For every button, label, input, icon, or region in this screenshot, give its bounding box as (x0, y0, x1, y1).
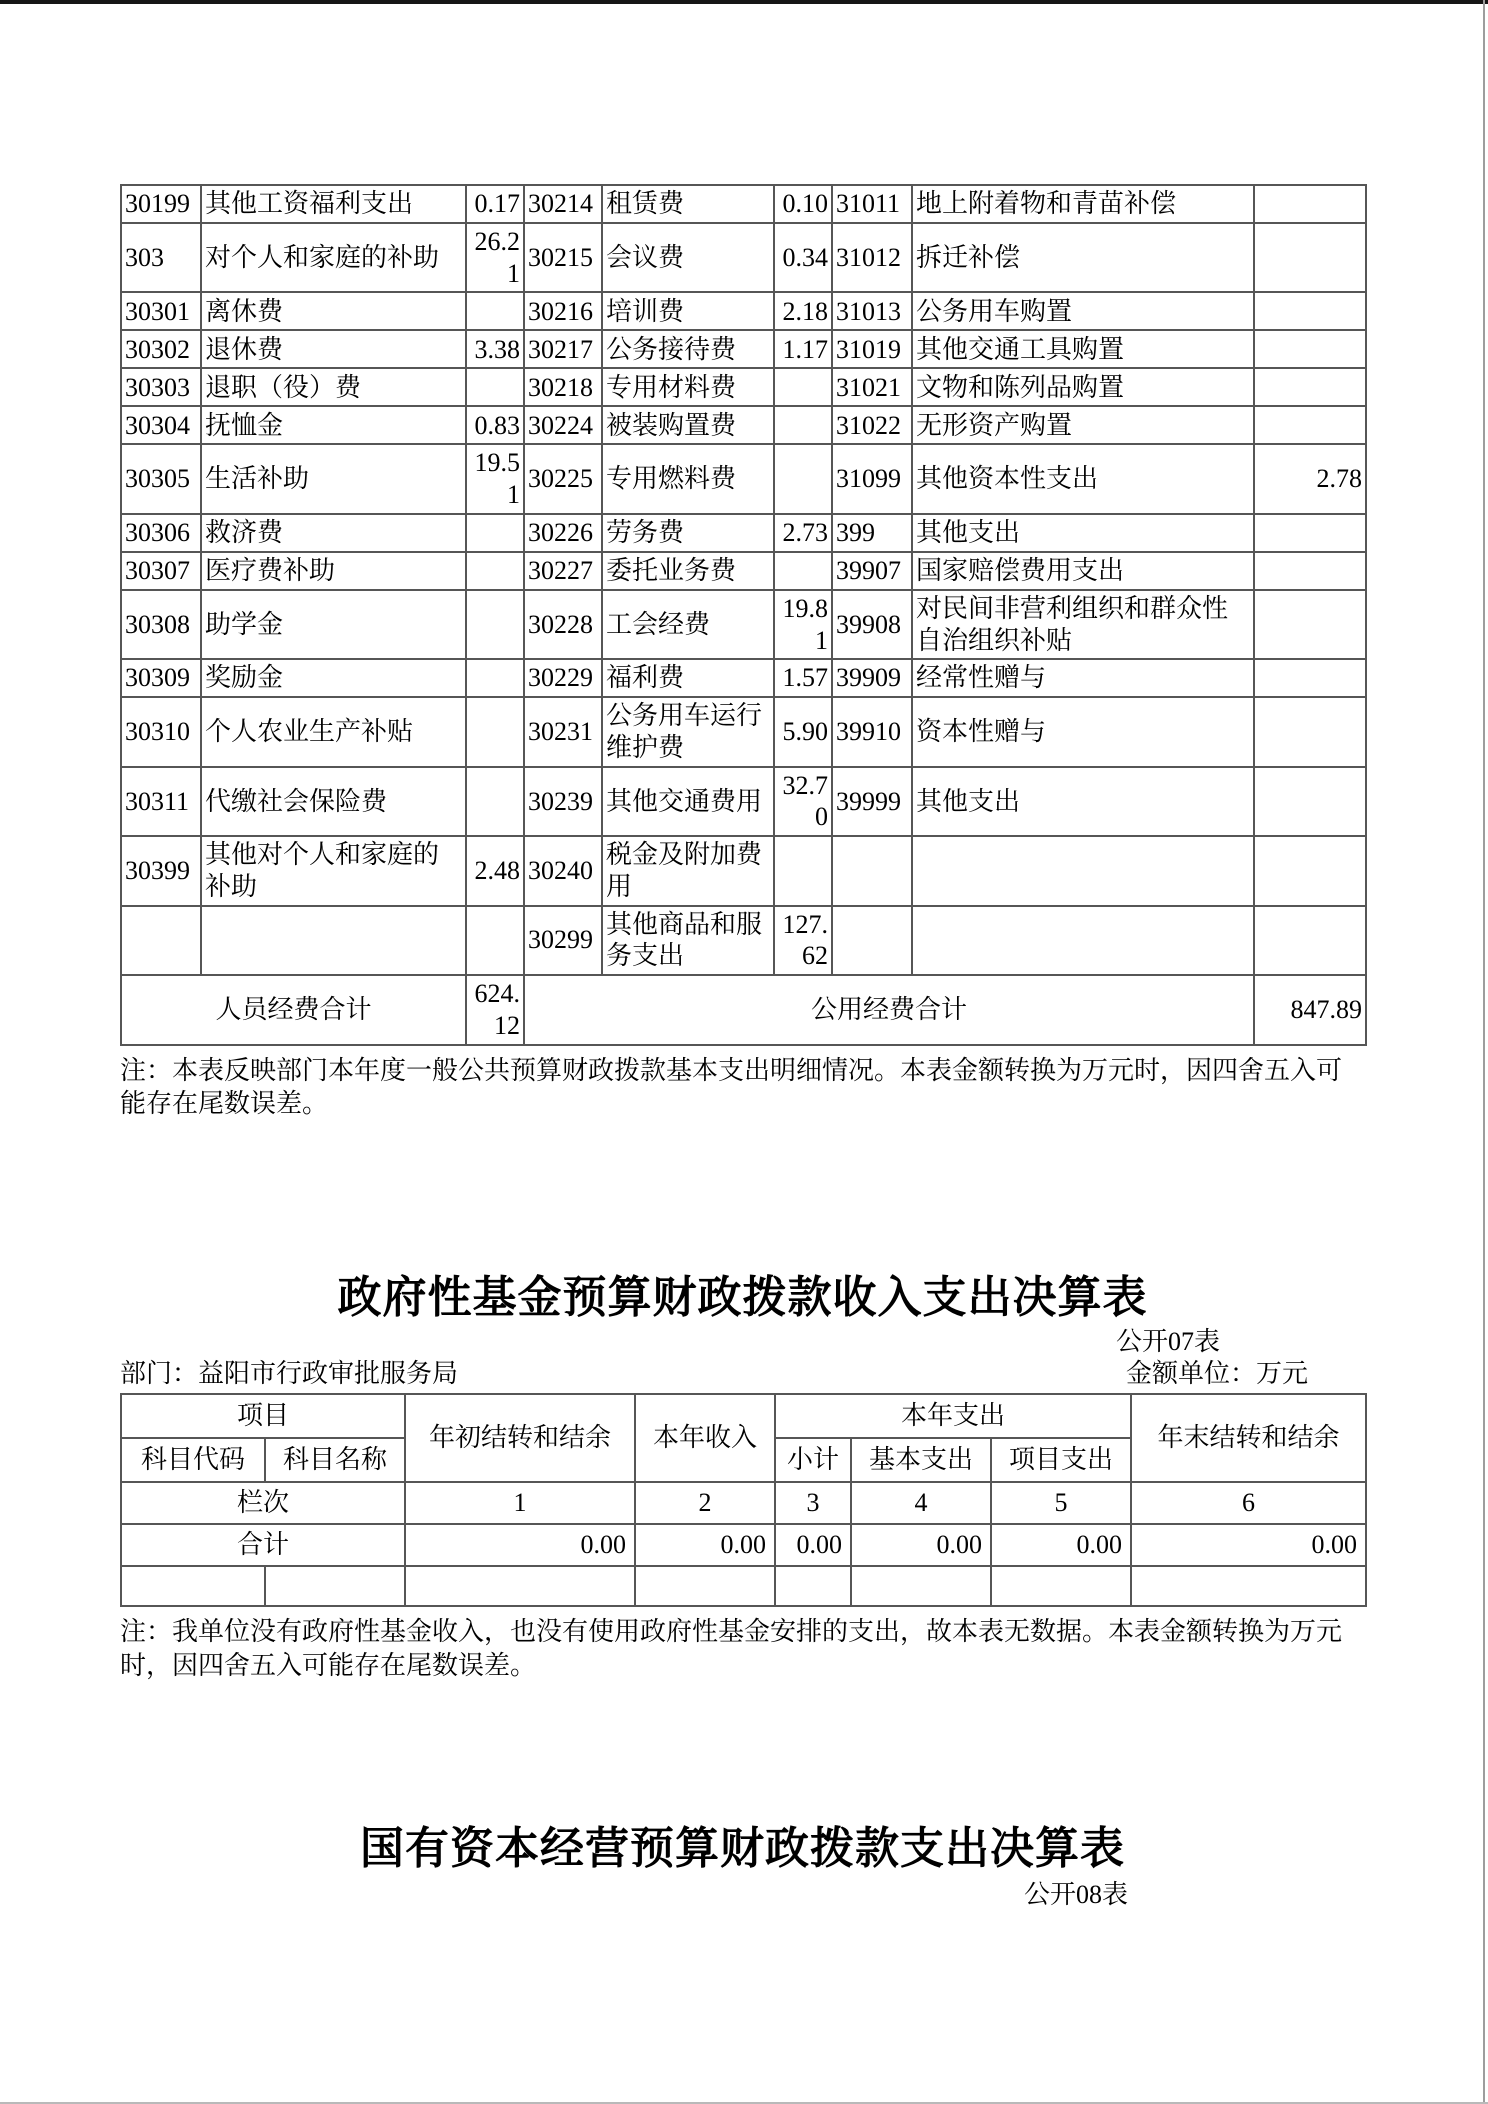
subject-name-cell (912, 906, 1254, 975)
amount-cell (466, 659, 524, 697)
subject-name-cell: 培训费 (602, 292, 774, 330)
column-index-cell: 6 (1131, 1482, 1366, 1524)
subject-name-cell: 抚恤金 (201, 406, 466, 444)
amount-cell (1254, 368, 1366, 406)
amount-cell (1254, 767, 1366, 836)
empty-cell (851, 1566, 991, 1606)
subject-code-cell: 30305 (121, 444, 201, 513)
table-row (121, 697, 1366, 766)
closing-balance-header-cell: 年末结转和结余 (1131, 1394, 1366, 1482)
item-header-cell: 项目 (121, 1394, 405, 1438)
amount-cell: 0.00 (1131, 1524, 1366, 1566)
subject-name-cell: 其他资本性支出 (912, 444, 1254, 513)
table-row (121, 659, 1366, 697)
public-total-value: 847.89 (1254, 975, 1366, 1044)
subject-name-cell: 委托业务费 (602, 552, 774, 590)
subject-code-cell: 39908 (832, 590, 912, 659)
table-row (121, 767, 1366, 836)
subject-name-cell: 国家赔偿费用支出 (912, 552, 1254, 590)
subject-name-cell: 对民间非营利组织和群众性自治组织补贴 (912, 590, 1254, 659)
amount-cell (466, 697, 524, 766)
amount-cell (1254, 406, 1366, 444)
amount-cell (466, 767, 524, 836)
subject-code-cell: 303 (121, 223, 201, 292)
amount-cell (774, 444, 832, 513)
amount-cell: 2.78 (1254, 444, 1366, 513)
empty-cell (121, 1566, 265, 1606)
subject-code-cell: 31012 (832, 223, 912, 292)
subject-code-cell: 399 (832, 514, 912, 552)
current-income-header-cell: 本年收入 (635, 1394, 775, 1482)
subject-code-cell: 30218 (524, 368, 602, 406)
amount-cell (1254, 659, 1366, 697)
subject-code-cell: 30302 (121, 330, 201, 368)
amount-cell (1254, 514, 1366, 552)
subject-name-cell: 文物和陈列品购置 (912, 368, 1254, 406)
amount-cell (466, 368, 524, 406)
empty-cell (265, 1566, 405, 1606)
amount-cell: 0.00 (775, 1524, 851, 1566)
amount-cell (466, 906, 524, 975)
table-row (121, 444, 1366, 513)
subject-name-header-cell: 科目名称 (265, 1438, 405, 1482)
subject-code-cell: 30311 (121, 767, 201, 836)
subject-code-cell: 30225 (524, 444, 602, 513)
subject-name-cell: 被装购置费 (602, 406, 774, 444)
amount-cell: 19.81 (774, 590, 832, 659)
sheet-label-08: 公开08表 (1023, 1880, 1128, 1910)
column-index-cell: 2 (635, 1482, 775, 1524)
table-row (121, 292, 1366, 330)
subject-name-cell: 助学金 (201, 590, 466, 659)
amount-cell: 0.00 (405, 1524, 635, 1566)
amount-cell (1254, 697, 1366, 766)
header-row (121, 1394, 1366, 1438)
subject-name-cell: 地上附着物和青苗补偿 (912, 185, 1254, 223)
amount-cell: 127.62 (774, 906, 832, 975)
subject-code-cell: 30303 (121, 368, 201, 406)
subject-name-cell: 专用燃料费 (602, 444, 774, 513)
subject-code-cell: 39909 (832, 659, 912, 697)
amount-cell (1254, 185, 1366, 223)
amount-cell: 2.48 (466, 836, 524, 905)
subject-code-cell: 31022 (832, 406, 912, 444)
amount-cell: 0.17 (466, 185, 524, 223)
table-row (121, 368, 1366, 406)
subject-name-cell: 公务用车运行维护费 (602, 697, 774, 766)
subject-name-cell: 其他交通费用 (602, 767, 774, 836)
subject-code-cell: 30399 (121, 836, 201, 905)
amount-cell: 2.18 (774, 292, 832, 330)
opening-balance-header-cell: 年初结转和结余 (405, 1394, 635, 1482)
subject-code-cell: 30214 (524, 185, 602, 223)
column-index-cell: 4 (851, 1482, 991, 1524)
subject-name-cell: 劳务费 (602, 514, 774, 552)
basic-expenditure-detail-table (120, 184, 1367, 1046)
empty-cell (405, 1566, 635, 1606)
table-row (121, 906, 1366, 975)
subject-code-cell: 30310 (121, 697, 201, 766)
subject-name-cell: 会议费 (602, 223, 774, 292)
subject-code-cell: 30309 (121, 659, 201, 697)
subject-code-cell: 30227 (524, 552, 602, 590)
subject-code-cell: 30224 (524, 406, 602, 444)
amount-cell (1254, 223, 1366, 292)
amount-cell (774, 552, 832, 590)
subject-name-cell: 其他商品和服务支出 (602, 906, 774, 975)
subject-name-cell: 公务用车购置 (912, 292, 1254, 330)
subject-code-cell (832, 836, 912, 905)
subtotal-header-cell: 小计 (775, 1438, 851, 1482)
subject-name-cell: 退休费 (201, 330, 466, 368)
amount-cell: 32.70 (774, 767, 832, 836)
state-capital-table-title: 国有资本经营预算财政拨款支出决算表 (360, 1824, 1125, 1874)
subject-name-cell: 医疗费补助 (201, 552, 466, 590)
subject-code-cell: 30304 (121, 406, 201, 444)
amount-cell (774, 368, 832, 406)
subject-name-cell (201, 906, 466, 975)
empty-cell (775, 1566, 851, 1606)
subject-code-cell: 30216 (524, 292, 602, 330)
subject-code-cell: 30231 (524, 697, 602, 766)
subject-code-cell (121, 906, 201, 975)
gov-fund-table-title: 政府性基金预算财政拨款收入支出决算表 (337, 1273, 1148, 1323)
table-row (121, 406, 1366, 444)
amount-cell (1254, 292, 1366, 330)
subject-name-cell: 救济费 (201, 514, 466, 552)
subject-name-cell: 退职（役）费 (201, 368, 466, 406)
amount-cell (774, 406, 832, 444)
amount-cell: 0.34 (774, 223, 832, 292)
table-row (121, 223, 1366, 292)
empty-row (121, 1566, 1366, 1606)
subject-name-cell: 其他对个人和家庭的补助 (201, 836, 466, 905)
grand-total-label: 合计 (121, 1524, 405, 1566)
subject-code-cell (832, 906, 912, 975)
subject-name-cell: 其他支出 (912, 767, 1254, 836)
amount-cell: 0.00 (991, 1524, 1131, 1566)
table-row (121, 836, 1366, 905)
subject-code-cell: 31021 (832, 368, 912, 406)
table-row (121, 552, 1366, 590)
column-index-cell: 5 (991, 1482, 1131, 1524)
amount-cell (1254, 330, 1366, 368)
subject-code-cell: 30299 (524, 906, 602, 975)
subject-name-cell: 其他支出 (912, 514, 1254, 552)
amount-cell: 2.73 (774, 514, 832, 552)
subject-code-cell: 31099 (832, 444, 912, 513)
subject-code-cell: 30228 (524, 590, 602, 659)
amount-cell (1254, 906, 1366, 975)
subject-name-cell: 个人农业生产补贴 (201, 697, 466, 766)
table-row (121, 330, 1366, 368)
subject-name-cell: 奖励金 (201, 659, 466, 697)
subject-code-cell: 39907 (832, 552, 912, 590)
subject-name-cell: 公务接待费 (602, 330, 774, 368)
subject-code-cell: 30215 (524, 223, 602, 292)
empty-cell (1131, 1566, 1366, 1606)
subject-code-cell: 30229 (524, 659, 602, 697)
amount-cell (1254, 836, 1366, 905)
page-top-rule (0, 0, 1488, 4)
sheet-label-07: 公开07表 (1115, 1327, 1220, 1357)
table-row (121, 590, 1366, 659)
subject-name-cell (912, 836, 1254, 905)
grand-total-row (121, 1524, 1366, 1566)
amount-cell (466, 552, 524, 590)
subject-code-cell: 30226 (524, 514, 602, 552)
subject-code-cell: 31011 (832, 185, 912, 223)
subject-code-cell: 30307 (121, 552, 201, 590)
empty-cell (635, 1566, 775, 1606)
table-row (121, 514, 1366, 552)
subject-code-header-cell: 科目代码 (121, 1438, 265, 1482)
subject-code-cell: 30199 (121, 185, 201, 223)
subject-name-cell: 离休费 (201, 292, 466, 330)
subject-name-cell: 生活补助 (201, 444, 466, 513)
amount-cell: 19.51 (466, 444, 524, 513)
amount-cell: 0.10 (774, 185, 832, 223)
subject-code-cell: 30240 (524, 836, 602, 905)
amount-cell: 3.38 (466, 330, 524, 368)
amount-cell (774, 836, 832, 905)
personnel-total-label: 人员经费合计 (121, 975, 466, 1044)
table-row (121, 185, 1366, 223)
amount-cell: 1.57 (774, 659, 832, 697)
amount-cell: 1.17 (774, 330, 832, 368)
amount-cell: 26.21 (466, 223, 524, 292)
current-expenditure-header-cell: 本年支出 (775, 1394, 1131, 1438)
amount-cell (466, 292, 524, 330)
basic-expenditure-header-cell: 基本支出 (851, 1438, 991, 1482)
subject-code-cell: 30239 (524, 767, 602, 836)
amount-cell (1254, 590, 1366, 659)
amount-cell: 0.00 (851, 1524, 991, 1566)
table-meta-line (120, 1359, 1365, 1389)
subject-name-cell: 经常性赠与 (912, 659, 1254, 697)
subject-code-cell: 30306 (121, 514, 201, 552)
subject-code-cell: 31013 (832, 292, 912, 330)
table1-note: 注：本表反映部门本年度一般公共预算财政拨款基本支出明细情况。本表金额转换为万元时，因四舍五入可能存在尾数误差。 (120, 1055, 1343, 1119)
subject-code-cell: 31019 (832, 330, 912, 368)
public-total-label: 公用经费合计 (524, 975, 1254, 1044)
unit-label: 金额单位：万元 (1125, 1358, 1308, 1388)
subject-name-cell: 工会经费 (602, 590, 774, 659)
subject-name-cell: 其他工资福利支出 (201, 185, 466, 223)
amount-cell (466, 590, 524, 659)
subject-name-cell: 资本性赠与 (912, 697, 1254, 766)
subject-code-cell: 30217 (524, 330, 602, 368)
table2-note: 注：我单位没有政府性基金收入，也没有使用政府性基金安排的支出，故本表无数据。本表金额转换为万元时，因四舍五入可能存在尾数误差。 (120, 1616, 1343, 1680)
personnel-total-value: 624.12 (466, 975, 524, 1044)
subject-name-cell: 福利费 (602, 659, 774, 697)
subject-code-cell: 30301 (121, 292, 201, 330)
subject-code-cell: 39999 (832, 767, 912, 836)
amount-cell (1254, 552, 1366, 590)
subject-name-cell: 其他交通工具购置 (912, 330, 1254, 368)
subject-code-cell: 39910 (832, 697, 912, 766)
empty-cell (991, 1566, 1131, 1606)
subject-name-cell: 专用材料费 (602, 368, 774, 406)
subject-name-cell: 对个人和家庭的补助 (201, 223, 466, 292)
column-index-cell: 1 (405, 1482, 635, 1524)
amount-cell: 5.90 (774, 697, 832, 766)
subject-name-cell: 税金及附加费用 (602, 836, 774, 905)
subject-name-cell: 拆迁补偿 (912, 223, 1254, 292)
column-index-row (121, 1482, 1366, 1524)
subject-name-cell: 代缴社会保险费 (201, 767, 466, 836)
amount-cell (466, 514, 524, 552)
document-page (120, 184, 1365, 1910)
project-expenditure-header-cell: 项目支出 (991, 1438, 1131, 1482)
column-index-cell: 3 (775, 1482, 851, 1524)
totals-row (121, 975, 1366, 1044)
amount-cell: 0.00 (635, 1524, 775, 1566)
page-right-rule (1483, 0, 1485, 2104)
gov-fund-table (120, 1393, 1367, 1607)
subject-name-cell: 租赁费 (602, 185, 774, 223)
subject-code-cell: 30308 (121, 590, 201, 659)
amount-cell: 0.83 (466, 406, 524, 444)
column-index-label: 栏次 (121, 1482, 405, 1524)
department-label: 部门：益阳市行政审批服务局 (120, 1358, 459, 1388)
subject-name-cell: 无形资产购置 (912, 406, 1254, 444)
